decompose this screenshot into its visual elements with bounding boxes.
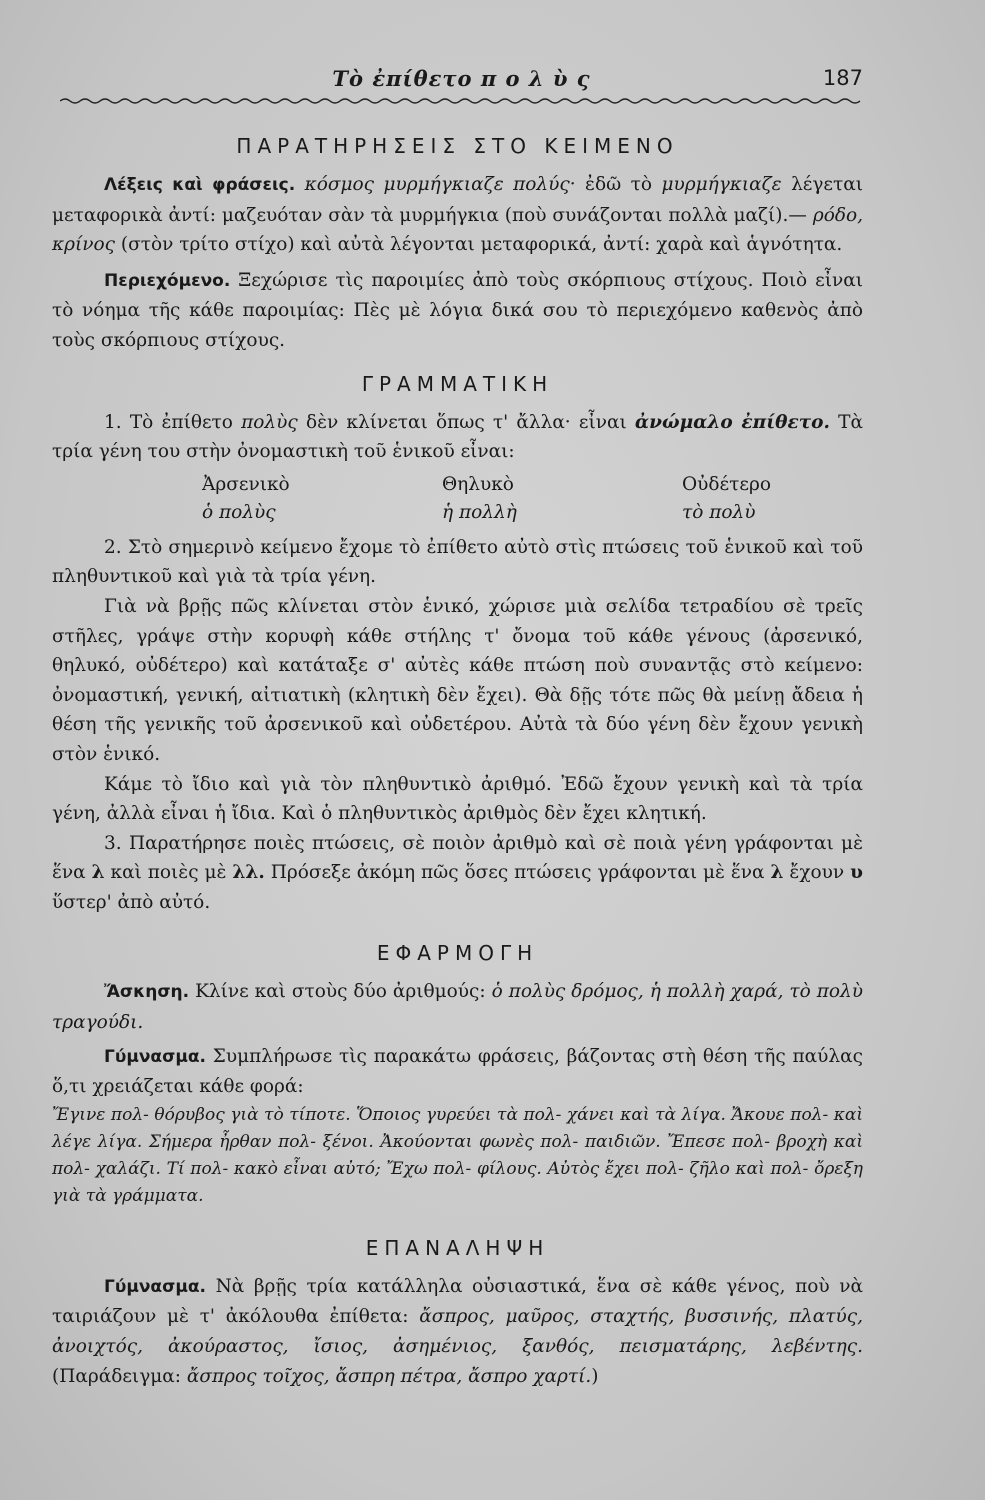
content-text: Ξεχώρισε τὶς παροιμίες ἀπὸ τοὺς σκόρπιους στίχους. Ποιὸ εἶναι τὸ νόημα τῆς κάθε παροιμίας: Πὲς μὲ λόγια δικά σου τὸ περιεχόμενο καθενὸς ἀπὸ τοὺς σκόρπιους στίχους. xyxy=(52,269,863,351)
words-paragraph xyxy=(52,170,863,260)
review-label: Γύμνασμα. xyxy=(104,1276,206,1297)
running-title: Τὸ ἐπίθετο π ο λ ὺ ς xyxy=(332,66,591,91)
heading-grammar: ΓΡΑΜΜΑΤΙΚΗ xyxy=(361,371,554,396)
grammar-p1-text-3: Τὰ τρία γένη του στὴν ὀνομαστικὴ τοῦ ἑνικοῦ εἶναι: xyxy=(52,411,863,463)
gender-feminine: Θηλυκὸ xyxy=(442,473,514,495)
form-masculine: ὁ πολὺς xyxy=(202,501,276,523)
drill-label: Γύμνασμα. xyxy=(104,1046,206,1067)
grammar-p5-text-4: ἔχουν xyxy=(789,862,845,884)
words-italic-2: μυρμήγκιαζε xyxy=(661,174,782,195)
grammar-paragraph-4: Κάμε τὸ ἴδιο καὶ γιὰ τὸν πληθυντικὸ ἀριθμό. Ἐδῶ ἔχουν γενικὴ καὶ τὰ τρία γένη, ἀλλὰ εἶναι ἡ ἴδια. Καὶ ὁ πληθυντικὸς ἀριθμὸς δὲν ἔχει κλητική. xyxy=(52,773,863,825)
words-text-2: λέγεται μεταφορικὰ ἀντί: μαζευόταν σὰν τὰ μυρμήγκια (ποὺ συνάζονται πολλὰ μαζί).— xyxy=(52,174,863,226)
grammar-p5-bold-2: λλ. xyxy=(232,862,265,884)
running-head xyxy=(60,66,863,106)
grammar-p1-italic: πολὺς xyxy=(241,411,298,433)
form-feminine: ἡ πολλὴ xyxy=(442,501,517,523)
words-label: Λέξεις καὶ φράσεις. xyxy=(104,175,296,195)
drill-paragraph xyxy=(52,1042,863,1102)
review-text: Νὰ βρῇς τρία κατάλληλα οὐσιαστικά, ἕνα σὲ κάθε γένος, ποὺ νὰ ταιριάζουν μὲ τ' ἀκόλουθα ἐπίθετα: xyxy=(52,1275,863,1328)
content-label: Περιεχόμενο. xyxy=(104,270,231,291)
heading-application: ΕΦΑΡΜΟΓΗ xyxy=(376,941,539,966)
gender-table xyxy=(202,471,863,527)
form-neuter: τὸ πολὺ xyxy=(682,501,756,523)
grammar-paragraph-1 xyxy=(52,408,863,467)
grammar-paragraph-2: 2. Στὸ σημερινὸ κείμενο ἔχομε τὸ ἐπίθετο αὐτὸ στὶς πτώσεις τοῦ ἑνικοῦ καὶ τοῦ πληθυντικοῦ καὶ γιὰ τὰ τρία γένη. xyxy=(52,536,863,588)
grammar-p5-text-5: ὕστερ' ἀπὸ αὐτό. xyxy=(52,891,211,913)
review-adjectives: ἄσπρος, μαῦρος, σταχτής, βυσσινής, πλατύς, ἀνοιχτός, ἀκούραστος, ἴσιος, ἀσημένιος, ξανθός, πεισματάρης, λεβέντης. xyxy=(52,1306,863,1358)
gender-masculine: Ἀρσενικὸ xyxy=(202,473,290,495)
exercise-text: Κλίνε καὶ στοὺς δύο ἀριθμούς: xyxy=(195,981,486,1003)
words-text-3: (στὸν τρίτο στίχο) καὶ αὐτὰ λέγονται μεταφορικά, ἀντί: χαρὰ καὶ ἁγνότητα. xyxy=(120,234,843,256)
exercise-paragraph xyxy=(52,977,863,1037)
page-content xyxy=(52,122,863,1391)
words-italic-3: ρόδο, κρίνος xyxy=(52,204,863,256)
wavy-rule xyxy=(60,96,863,106)
words-italic-1: κόσμος μυρμήγκιαζε πολύς· xyxy=(304,174,576,195)
grammar-p1-text-2: δὲν κλίνεται ὅπως τ' ἄλλα· εἶναι xyxy=(305,411,627,433)
grammar-paragraph-3: Γιὰ νὰ βρῇς πῶς κλίνεται στὸν ἑνικό, χώρισε μιὰ σελίδα τετραδίου σὲ τρεῖς στῆλες, γράψε στὴν κορυφὴ κάθε στήλης τ' ὄνομα τοῦ κάθε γένους (ἀρσενικό, θηλυκό, οὐδέτερο) καὶ κατάταξε σ' αὐτὲς κάθε πτώση ποὺ συναντᾷς στὸ κείμενο: ὀνομαστική, γενική, αἰτιατικὴ (κλητικὴ δὲν ἔχει). Θὰ δῇς τότε πῶς θὰ μείνῃ ἄδεια ἡ θέση τῆς γενικῆς τοῦ ἀρσενικοῦ καὶ οὐδετέρου. Αὐτὰ τὰ δύο γένη δὲν ἔχουν γενικὴ στὸν ἑνικό. xyxy=(52,595,863,765)
grammar-p5-bold-4: υ xyxy=(850,862,863,884)
drill-text: Συμπλήρωσε τὶς παρακάτω φράσεις, βάζοντας στὴ θέση τῆς παύλας ὅ,τι χρειάζεται κάθε φορά: xyxy=(52,1045,863,1098)
gender-neuter: Οὐδέτερο xyxy=(682,473,771,495)
grammar-p1-bold-italic: ἀνώμαλο ἐπίθετο. xyxy=(634,411,830,433)
content-paragraph xyxy=(52,266,863,356)
page-number: 187 xyxy=(822,66,863,90)
grammar-p5-text-2: καὶ ποιὲς μὲ xyxy=(110,862,227,884)
heading-review: ΕΠΑΝΑΛΗΨΗ xyxy=(365,1235,550,1260)
review-example-end: ) xyxy=(591,1365,599,1387)
heading-observations: ΠΑΡΑΤΗΡΗΣΕΙΣ ΣΤΟ ΚΕΙΜΕΝΟ xyxy=(236,134,679,158)
grammar-paragraph-5 xyxy=(52,829,863,918)
review-example-label: (Παράδειγμα: xyxy=(52,1365,181,1387)
exercise-label: Ἄσκηση. xyxy=(104,982,190,1003)
grammar-p5-bold-1: λ xyxy=(91,862,105,884)
review-paragraph xyxy=(52,1272,863,1391)
grammar-p5-text-3: Πρόσεξε ἀκόμη πῶς ὅσες πτώσεις γράφονται μὲ ἕνα xyxy=(270,862,765,884)
words-text-1: ἐδῶ τὸ xyxy=(585,174,652,195)
exercise-italic: ὁ πολὺς δρόμος, ἡ πολλὴ χαρά, τὸ πολὺ τραγούδι. xyxy=(52,981,863,1034)
grammar-p1-text-1: 1. Τὸ ἐπίθετο xyxy=(104,411,233,433)
grammar-p5-text-1: 3. Παρατήρησε ποιὲς πτώσεις, σὲ ποιὸν ἀριθμὸ καὶ σὲ ποιὰ γένη γράφονται μὲ ἕνα xyxy=(52,832,863,884)
review-example: ἄσπρος τοῖχος, ἄσπρη πέτρα, ἄσπρο χαρτί. xyxy=(186,1365,592,1387)
grammar-p5-bold-3: λ xyxy=(770,862,784,884)
drill-sentences: Ἔγινε πολ- θόρυβος γιὰ τὸ τίποτε. Ὅποιος γυρεύει τὰ πολ- χάνει καὶ τὰ λίγα. Ἄκουε πολ- καὶ λέγε λίγα. Σήμερα ἦρθαν πολ- ξένοι. Ἀκούονται φωνὲς πολ- παιδιῶν. Ἔπεσε πολ- βροχὴ καὶ πολ- χαλάζι. Τί πολ- κακὸ εἶναι αὐτό; Ἔχω πολ- φίλους. Αὐτὸς ἔχει πολ- ζῆλο καὶ πολ- ὄρεξη γιὰ τὰ γράμματα. xyxy=(52,1104,863,1206)
